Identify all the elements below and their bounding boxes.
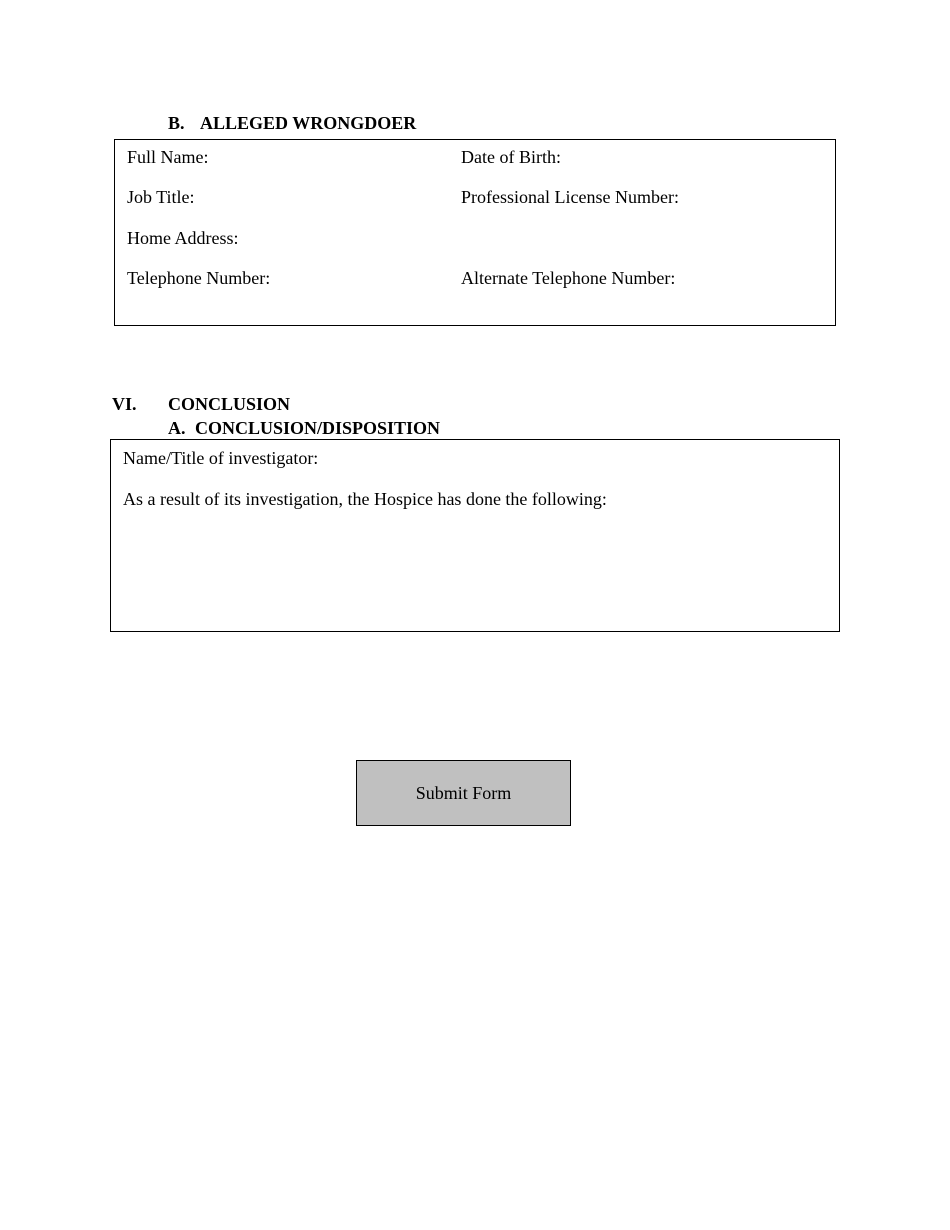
- job-title-field[interactable]: Job Title:: [127, 187, 195, 207]
- section-vi-title: CONCLUSION: [168, 394, 291, 414]
- investigation-result-field[interactable]: As a result of its investigation, the Hospice has done the following:: [123, 489, 607, 509]
- submit-form-button[interactable]: Submit Form: [356, 760, 571, 826]
- subsection-a-title: CONCLUSION/DISPOSITION: [195, 418, 441, 438]
- section-vi-number: VI.: [112, 394, 137, 414]
- alternate-telephone-number-field[interactable]: Alternate Telephone Number:: [461, 268, 676, 288]
- full-name-field[interactable]: Full Name:: [127, 147, 209, 167]
- section-b-number: B.: [168, 113, 185, 133]
- section-b-title: ALLEGED WRONGDOER: [200, 113, 417, 133]
- professional-license-number-field[interactable]: Professional License Number:: [461, 187, 679, 207]
- home-address-field[interactable]: Home Address:: [127, 228, 239, 248]
- date-of-birth-field[interactable]: Date of Birth:: [461, 147, 561, 167]
- investigator-field[interactable]: Name/Title of investigator:: [123, 448, 319, 468]
- subsection-a-number: A.: [168, 418, 186, 438]
- telephone-number-field[interactable]: Telephone Number:: [127, 268, 271, 288]
